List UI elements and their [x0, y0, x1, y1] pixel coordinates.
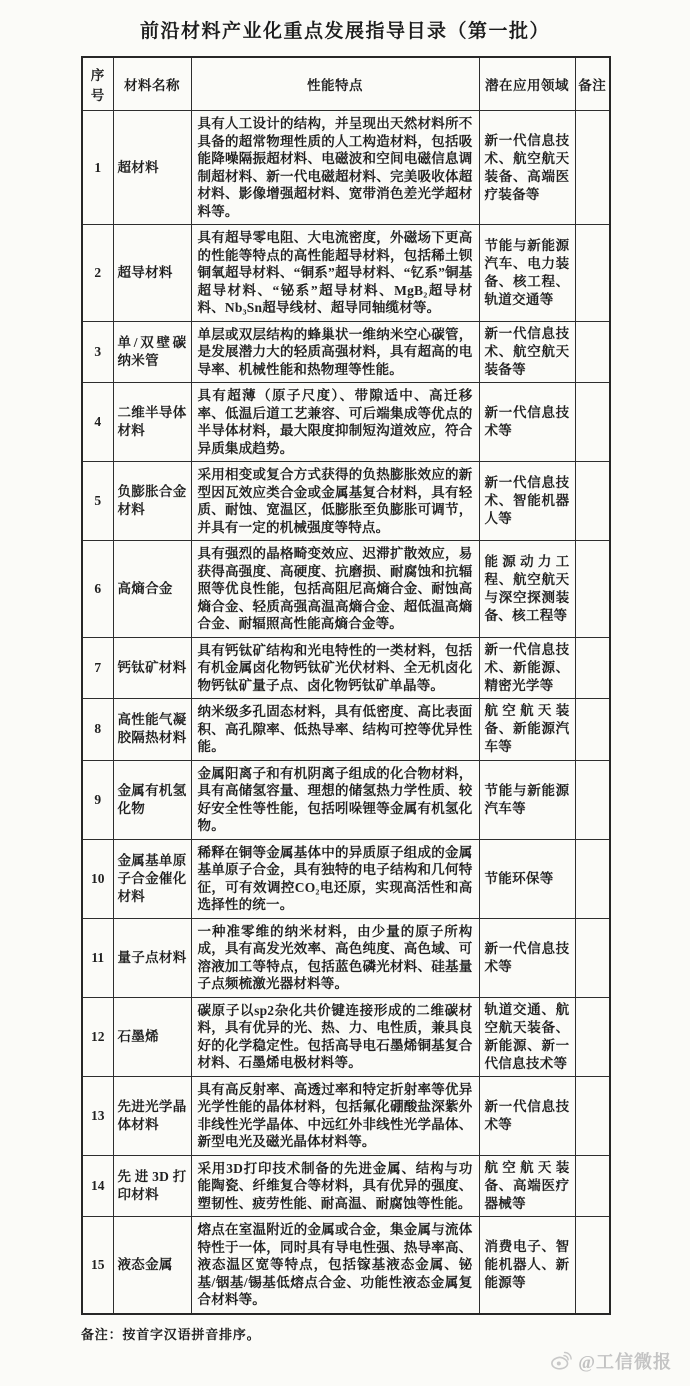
cell-features: 具有强烈的晶格畸变效应、迟滞扩散效应，易获得高强度、高硬度、抗磨损、耐腐蚀和抗辐照等优良性能，包括高阻尼高熵合金、耐蚀高熵合金、轻质高强高温高熵合金、超低温高熵合金、耐辐照高性能高熵合金等。: [191, 541, 479, 638]
page-title: 前沿材料产业化重点发展指导目录（第一批）: [139, 21, 550, 42]
cell-material-name: 液态金属: [113, 1217, 191, 1314]
cell-material-name: 钙钛矿材料: [113, 637, 191, 699]
cell-features: 稀释在铜等金属基体中的异质原子组成的金属基单原子合金，具有独特的电子结构和几何特征，可有效调控CO₂电还原，实现高活性和高选择性的统一。: [191, 839, 479, 918]
cell-remark: [575, 699, 610, 761]
cell-remark: [575, 321, 610, 383]
cell-features: 采用相变或复合方式获得的负热膨胀效应的新型因瓦效应类合金或金属基复合材料，具有轻质、耐蚀、宽温区，低膨胀至负膨胀可调节，并具有一定的机械强度等特点。: [191, 462, 479, 541]
cell-applications: 航空航天装备、新能源汽车等: [479, 699, 575, 761]
table-header: [82, 57, 610, 111]
cell-material-name: 负膨胀合金材料: [113, 462, 191, 541]
cell-applications: 节能与新能源汽车等: [479, 760, 575, 839]
cell-applications: 新一代信息技术等: [479, 383, 575, 462]
cell-applications: 新一代信息技术、智能机器人等: [479, 462, 575, 541]
cell-applications: 航空航天装备、高端医疗器械等: [479, 1155, 575, 1217]
table-row: [82, 839, 610, 918]
cell-no: 2: [82, 225, 113, 322]
cell-no: 13: [82, 1076, 113, 1155]
cell-applications: 轨道交通、航空航天装备、新能源、新一代信息技术等: [479, 997, 575, 1076]
cell-no: 1: [82, 111, 113, 225]
table-row: [82, 760, 610, 839]
header-no: 序号: [82, 57, 113, 111]
cell-features: 具有超导零电阻、大电流密度，外磁场下更高的性能等特点的高性能超导材料，包括稀土钡铜氧超导材料、“铜系”超导材料、“钇系”铜基超导材料、“铋系”超导材料、MgB₂超导材料、Nb₃Sn超导线材、超导同轴缆材等。: [191, 225, 479, 322]
weibo-icon: [550, 1350, 573, 1373]
cell-material-name: 量子点材料: [113, 918, 191, 997]
cell-remark: [575, 637, 610, 699]
cell-applications: 节能与新能源汽车、电力装备、核工程、轨道交通等: [479, 225, 575, 322]
cell-no: 9: [82, 760, 113, 839]
cell-material-name: 先进光学晶体材料: [113, 1076, 191, 1155]
cell-no: 7: [82, 637, 113, 699]
cell-material-name: 先进3D打印材料: [113, 1155, 191, 1217]
cell-features: 具有超薄（原子尺度）、带隙适中、高迁移率、低温后道工艺兼容、可后端集成等优点的半导体材料，最大限度抑制短沟道效应，符合异质集成趋势。: [191, 383, 479, 462]
cell-remark: [575, 462, 610, 541]
table-row: [82, 321, 610, 383]
table-row: [82, 997, 610, 1076]
cell-material-name: 超导材料: [113, 225, 191, 322]
cell-remark: [575, 1217, 610, 1314]
table-row: [82, 111, 610, 225]
cell-features: 具有人工设计的结构，并呈现出天然材料所不具备的超常物理性质的人工构造材料，包括吸能降噪隔振超材料、电磁波和空间电磁信息调制超材料、新一代电磁超材料、完美吸收体超材料、影像增强超材料、宽带消色差光学超材料等。: [191, 111, 479, 225]
cell-no: 12: [82, 997, 113, 1076]
cell-features: 单层或双层结构的蜂巢状一维纳米空心碳管，是发展潜力大的轻质高强材料，具有超高的电导率、机械性能和热物理等性能。: [191, 321, 479, 383]
cell-no: 3: [82, 321, 113, 383]
table-row: [82, 383, 610, 462]
cell-material-name: 石墨烯: [113, 997, 191, 1076]
cell-applications: 新一代信息技术、新能源、精密光学等: [479, 637, 575, 699]
cell-features: 采用3D打印技术制备的先进金属、结构与功能陶瓷、纤维复合等材料，具有优异的强度、塑韧性、疲劳性能、耐高温、耐腐蚀等性能。: [191, 1155, 479, 1217]
cell-material-name: 金属基单原子合金催化材料: [113, 839, 191, 918]
cell-remark: [575, 918, 610, 997]
table-row: [82, 541, 610, 638]
document-page: [81, 0, 609, 1343]
cell-features: 熔点在室温附近的金属或合金，集金属与流体特性于一体，同时具有导电性强、热导率高、液态温区宽等特点，包括镓基液态金属、铋基/铟基/锡基低熔点合金、功能性液态金属复合材料等。: [191, 1217, 479, 1314]
table-row: [82, 225, 610, 322]
cell-remark: [575, 1155, 610, 1217]
cell-material-name: 单/双壁碳纳米管: [113, 321, 191, 383]
cell-features: 纳米级多孔固态材料，具有低密度、高比表面积、高孔隙率、低热导率、结构可控等优异性能。: [191, 699, 479, 761]
cell-applications: 新一代信息技术、航空航天装备等: [479, 321, 575, 383]
header-row: [82, 57, 610, 111]
cell-remark: [575, 1076, 610, 1155]
cell-features: 具有高反射率、高透过率和特定折射率等优异光学性能的晶体材料，包括氟化硼酸盐深紫外非线性光学晶体、中远红外非线性光学晶体、新型电光及磁光晶体材料等。: [191, 1076, 479, 1155]
cell-material-name: 金属有机氢化物: [113, 760, 191, 839]
cell-remark: [575, 541, 610, 638]
table-row: [82, 1076, 610, 1155]
header-remark: 备注: [575, 57, 610, 111]
cell-features: 一种准零维的纳米材料，由少量的原子所构成，具有高发光效率、高色纯度、高色域、可溶液加工等特点，包括蓝色磷光材料、硅基量子点频梳激光器材料等。: [191, 918, 479, 997]
cell-no: 6: [82, 541, 113, 638]
cell-applications: 新一代信息技术等: [479, 1076, 575, 1155]
cell-material-name: 高性能气凝胶隔热材料: [113, 699, 191, 761]
cell-material-name: 超材料: [113, 111, 191, 225]
cell-features: 碳原子以sp2杂化共价键连接形成的二维碳材料，具有优异的光、热、力、电性质，兼具良好的化学稳定性。包括高导电石墨烯铜基复合材料、石墨烯电极材料等。: [191, 997, 479, 1076]
cell-features: 金属阳离子和有机阴离子组成的化合物材料，具有高储氢容量、理想的储氢热力学性质、较好安全性等性能，包括吲哚锂等金属有机氢化物。: [191, 760, 479, 839]
cell-no: 15: [82, 1217, 113, 1314]
footnote: 备注：按首字汉语拼音排序。: [81, 1326, 261, 1342]
cell-applications: 能源动力工程、航空航天与深空探测装备、核工程等: [479, 541, 575, 638]
header-applications: 潜在应用领域: [479, 57, 575, 111]
cell-remark: [575, 383, 610, 462]
header-features: 性能特点: [191, 57, 479, 111]
watermark: [550, 1348, 672, 1374]
table-row: [82, 918, 610, 997]
cell-no: 8: [82, 699, 113, 761]
cell-applications: 节能环保等: [479, 839, 575, 918]
table-row: [82, 637, 610, 699]
cell-remark: [575, 997, 610, 1076]
cell-no: 4: [82, 383, 113, 462]
cell-remark: [575, 839, 610, 918]
cell-no: 5: [82, 462, 113, 541]
table-row: [82, 462, 610, 541]
cell-no: 14: [82, 1155, 113, 1217]
table-row: [82, 1155, 610, 1217]
cell-remark: [575, 760, 610, 839]
cell-applications: 消费电子、智能机器人、新能源等: [479, 1217, 575, 1314]
cell-material-name: 高熵合金: [113, 541, 191, 638]
materials-table-body: [82, 111, 610, 1314]
table-row: [82, 699, 610, 761]
table-row: [82, 1217, 610, 1314]
materials-catalog-table: [81, 56, 611, 1315]
cell-remark: [575, 225, 610, 322]
cell-material-name: 二维半导体材料: [113, 383, 191, 462]
cell-features: 具有钙钛矿结构和光电特性的一类材料，包括有机金属卤化物钙钛矿光伏材料、全无机卤化物钙钛矿量子点、卤化物钙钛矿单晶等。: [191, 637, 479, 699]
watermark-text: @工信微报: [578, 1352, 672, 1372]
cell-applications: 新一代信息技术、航空航天装备、高端医疗装备等: [479, 111, 575, 225]
cell-remark: [575, 111, 610, 225]
cell-applications: 新一代信息技术等: [479, 918, 575, 997]
cell-no: 11: [82, 918, 113, 997]
header-material-name: 材料名称: [113, 57, 191, 111]
cell-no: 10: [82, 839, 113, 918]
